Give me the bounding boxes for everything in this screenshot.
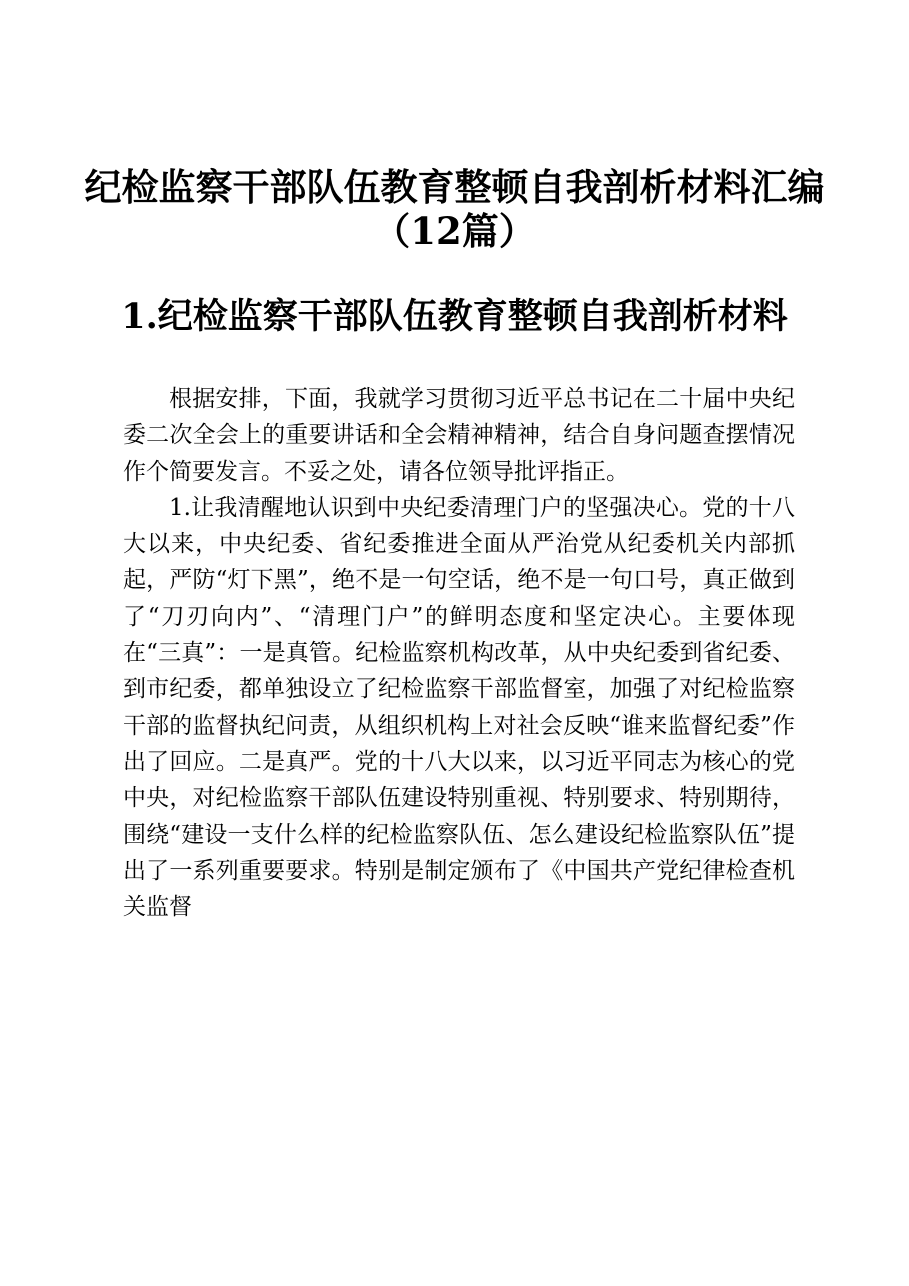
document-title-line-2: （12篇） <box>373 209 536 253</box>
section-heading: 1.纪检监察干部队伍教育整顿自我剖析材料 <box>121 296 788 337</box>
paragraph-intro: 根据安排，下面，我就学习贯彻习近平总书记在二十届中央纪委二次全会上的重要讲话和全会精神精神，结合自身问题查摆情况作个简要发言。不妥之处，请各位领导批评指正。 <box>123 386 795 485</box>
document-title-line-1: 纪检监察干部队伍教育整顿自我剖析材料汇编 <box>84 165 825 209</box>
body-text <box>123 381 795 925</box>
paragraph-point-1: 1.让我清醒地认识到中央纪委清理门户的坚强决心。党的十八大以来，中央纪委、省纪委推进全面从严治党从纪委机关内部抓起，严防“灯下黑”，绝不是一句空话，绝不是一句口号，真正做到了“刀刃向内”、“清理门户”的鲜明态度和坚定决心。主要体现在“三真”：一是真管。纪检监察机构改革，从中央纪委到省纪委、到市纪委，都单独设立了纪检监察干部监督室，加强了对纪检监察干部的监督执纪问责，从组织机构上对社会反映“谁来监督纪委”作出了回应。二是真严。党的十八大以来，以习近平同志为核心的党中央，对纪检监察干部队伍建设特别重视、特别要求、特别期待，围绕“建设一支什么样的纪检监察队伍、怎么建设纪检监察队伍”提出了一系列重要要求。特别是制定颁布了《中国共产党纪律检查机关监督 <box>123 494 795 921</box>
